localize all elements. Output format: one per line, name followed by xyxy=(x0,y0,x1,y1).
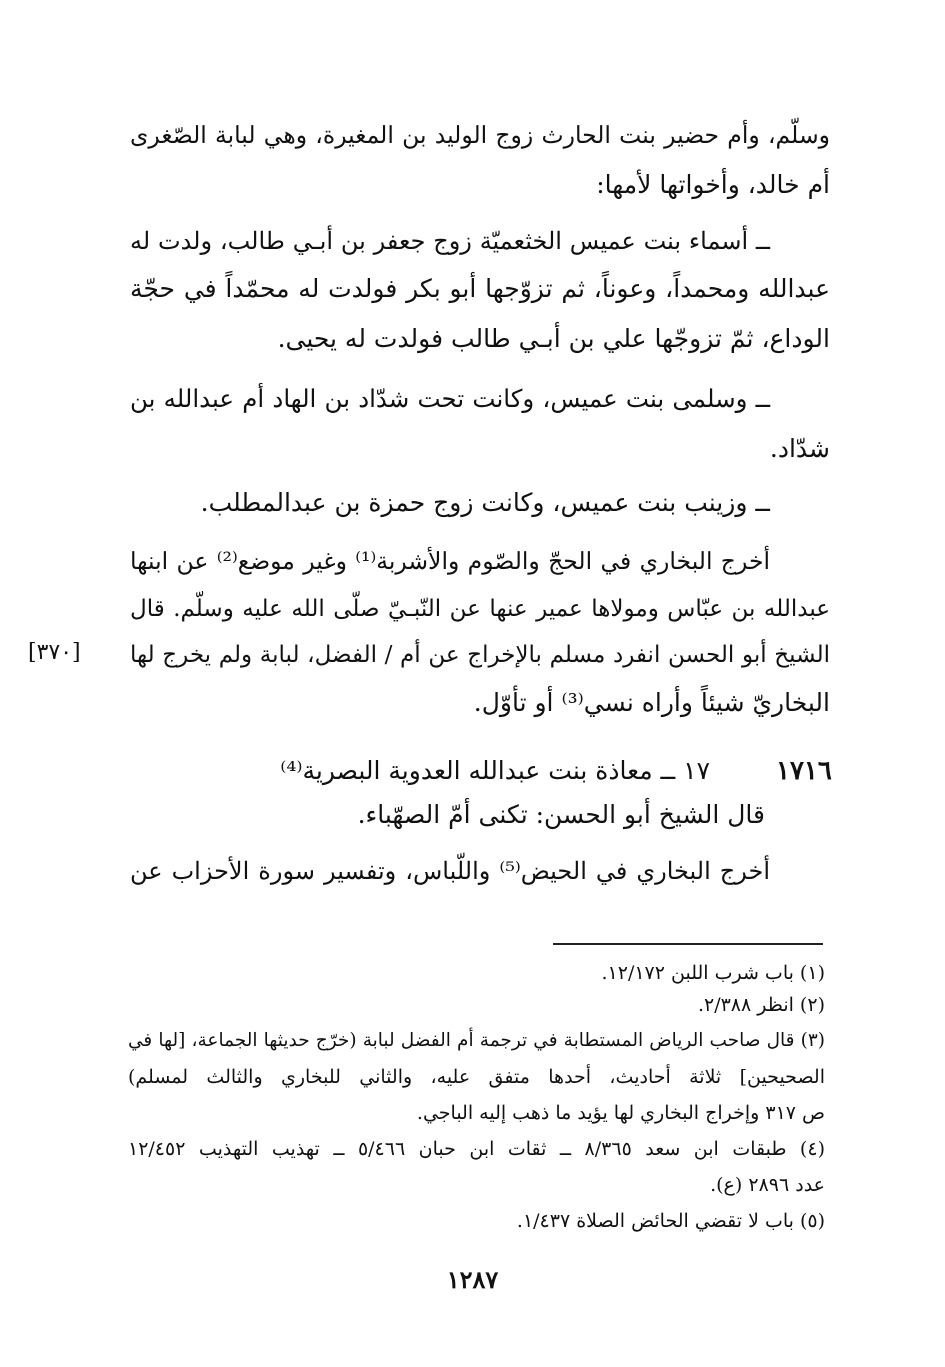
footnote: (٥) باب لا تقضي الحائض الصلاة ١/٤٣٧. xyxy=(516,1210,825,1232)
entry-number: ١٧١٦ xyxy=(776,756,832,786)
footnote-separator xyxy=(553,943,823,945)
body-line: عبدالله بن عبّاس ومولاها عمير عنها عن النّبـيّ صلّى الله عليه وسلّم. قال xyxy=(130,596,830,622)
footnote: (٣) قال صاحب الرياض المستطابة في ترجمة أم الفضل لبابة (خرّج حديثها الجماعة، [لها في xyxy=(128,1030,825,1051)
footnote: الصحيحين] ثلاثة أحاديث، أحدها متفق عليه، والثاني للبخاري والثالث لمسلم) xyxy=(128,1066,825,1088)
body-line: الشيخ أبو الحسن انفرد مسلم بالإخراج عن أم / الفضل، لبابة ولم يخرج لها xyxy=(130,642,830,668)
body-line: ــ وزينب بنت عميس، وكانت زوج حمزة بن عبدالمطلب. xyxy=(200,488,770,517)
body-line: البخاريّ شيئاً وأراه نسي⁽³⁾ أو تأوّل. xyxy=(473,688,830,717)
body-line: قال الشيخ أبو الحسن: تكنى أمّ الصهّباء. xyxy=(357,800,765,829)
footnote: (١) باب شرب اللبن ١٢/١٧٢. xyxy=(601,962,825,984)
margin-page-reference: [٣٧٠] xyxy=(28,640,81,665)
footnote: ص ٣١٧ وإخراج البخاري لها يؤيد ما ذهب إليه الباجي. xyxy=(416,1102,825,1124)
body-line: أخرج البخاري في الحيض⁽⁵⁾ واللّباس، وتفسير سورة الأحزاب عن xyxy=(130,857,770,885)
body-line: شدّاد. xyxy=(769,434,830,463)
body-line: أخرج البخاري في الحجّ والصّوم والأشربة⁽¹⁾ وغير موضع⁽²⁾ عن ابنها xyxy=(130,547,770,575)
footnote: عدد ٢٨٩٦ (ع). xyxy=(710,1174,825,1196)
body-line: ــ أسماء بنت عميس الخثعميّة زوج جعفر بن أبـي طالب، ولدت له xyxy=(130,227,770,255)
body-line: أم خالد، وأخواتها لأمها: xyxy=(596,170,830,199)
footnote: (٤) طبقات ابن سعد ٨/٣٦٥ ــ ثقات ابن حبان ٥/٤٦٦ ــ تهذيب التهذيب ١٢/٤٥٢ xyxy=(128,1138,825,1160)
body-line: الوداع، ثمّ تزوجّها علي بن أبـي طالب فولدت له يحيى. xyxy=(277,324,830,353)
page-number: ١٢٨٧ xyxy=(446,1265,499,1294)
entry-heading: ١٧ ــ معاذة بنت عبدالله العدوية البصرية⁽⁴⁾ xyxy=(280,756,710,785)
footnote: (٢) انظر ٢/٣٨٨. xyxy=(697,994,825,1016)
body-line: وسلّم، وأم حضير بنت الحارث زوج الوليد بن المغيرة، وهي لبابة الصّغرى xyxy=(130,121,830,149)
body-line: ــ وسلمى بنت عميس، وكانت تحت شدّاد بن الهاد أم عبدالله بن xyxy=(130,384,770,413)
body-line: عبدالله ومحمداً، وعوناً، ثم تزوّجها أبو بكر فولدت له محمّداً في حجّة xyxy=(130,274,830,303)
